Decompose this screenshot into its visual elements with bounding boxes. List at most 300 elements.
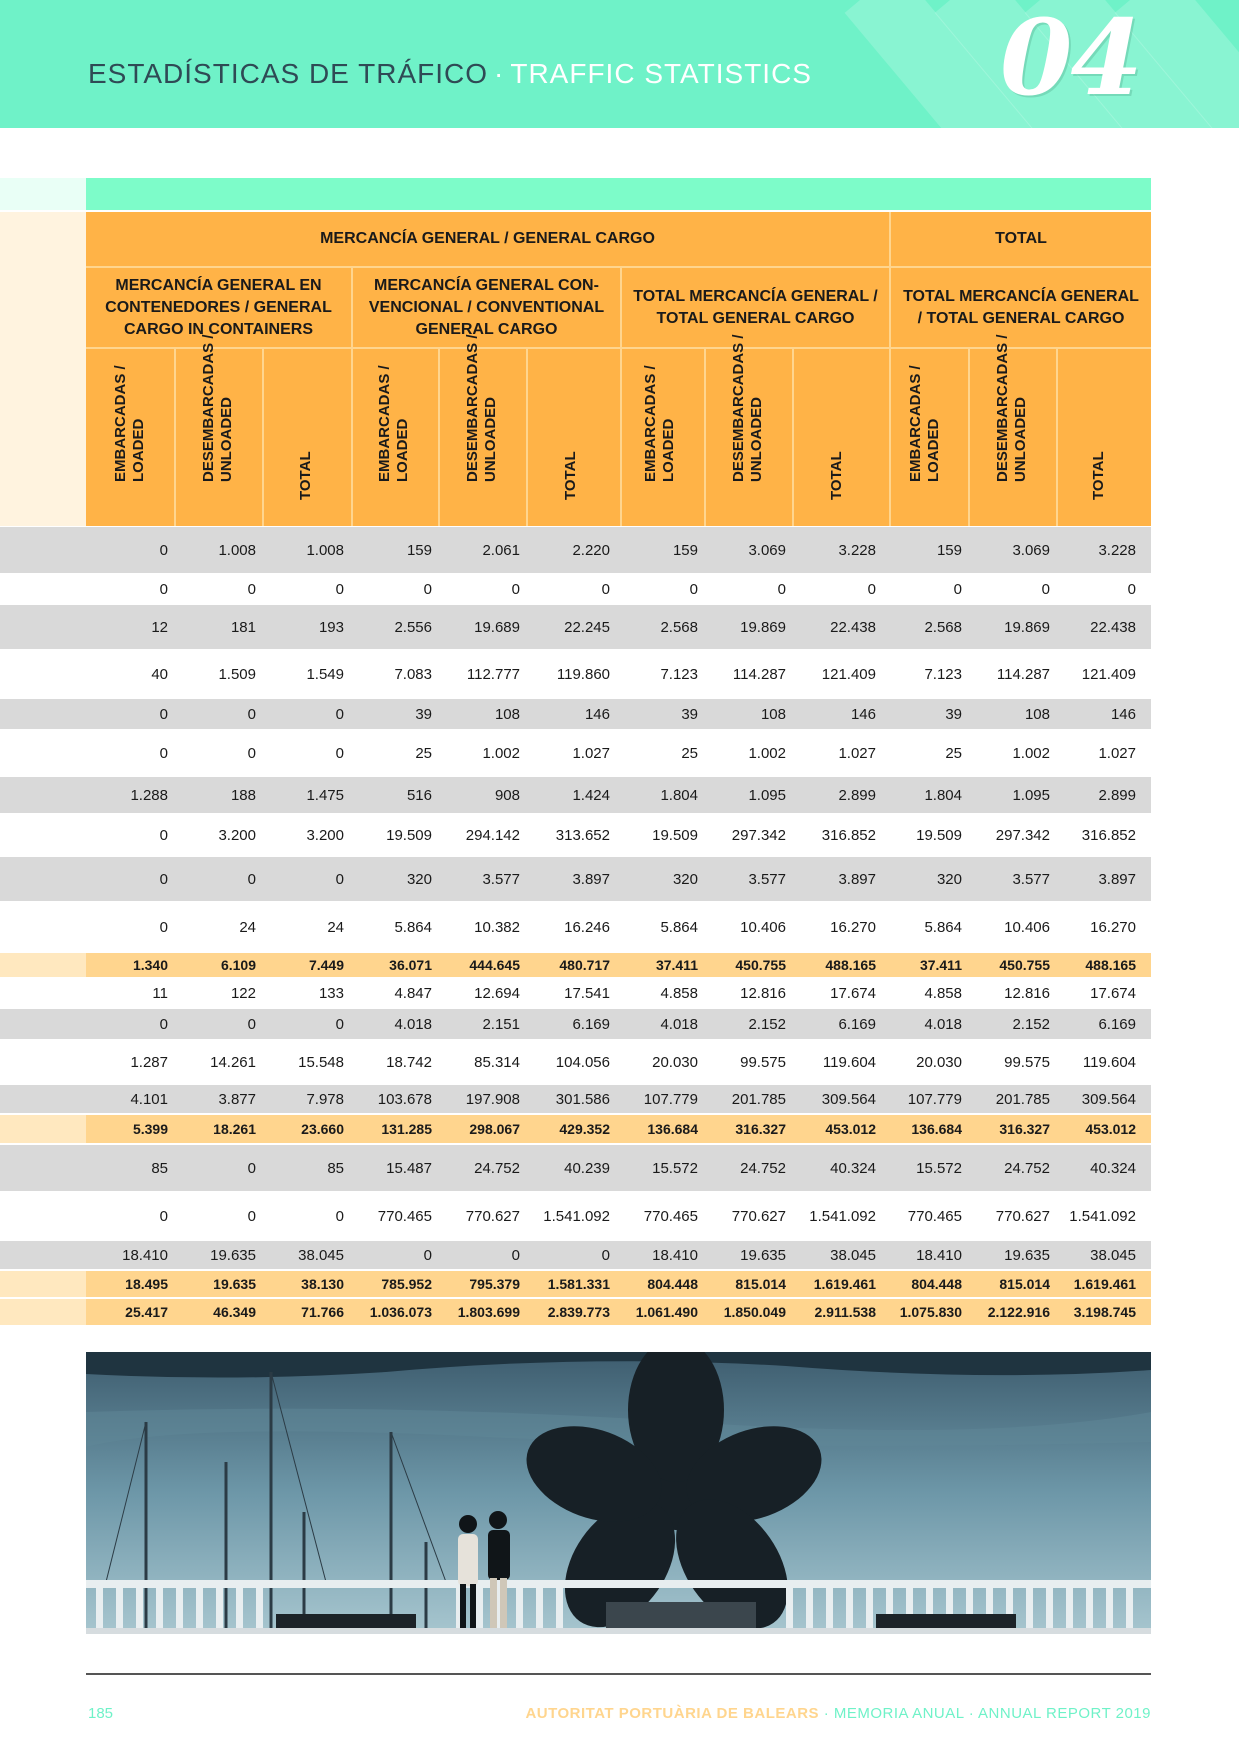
table-cell: 19.635 [1004,1246,1050,1264]
table-cell: 7.978 [306,1090,344,1108]
table-cell: 3.577 [482,870,520,888]
table-cell: 1.002 [748,744,786,762]
table-cell: 0 [159,705,168,723]
propeller-sculpture-image [86,1352,1151,1634]
table-row [0,1041,1239,1083]
title-separator: · [494,58,505,89]
table-row [0,575,1239,603]
table-cell: 17.541 [564,984,610,1002]
harbour-photo [86,1352,1151,1634]
table-cell: 0 [953,580,962,598]
table-cell: 0 [335,1207,344,1225]
table-cell: 24 [239,918,256,936]
table-cell: 18.410 [916,1246,962,1264]
table-cell: 2.899 [1098,786,1136,804]
column-header [704,334,792,518]
chapter-number: 04 [1000,0,1141,119]
table-cell: 7.123 [924,665,962,683]
table-cell: 85.314 [474,1053,520,1071]
table-subtotal-row [0,1115,1239,1143]
table-cell: 1.027 [838,744,876,762]
table-header [86,212,1151,526]
table-cell: 146 [584,705,610,723]
table-cell: 0 [247,580,256,598]
row-cells [86,857,1151,901]
table-subtotal-row [0,953,1239,977]
table-cell: 1.008 [306,541,344,559]
table-cell: 24.752 [474,1159,520,1177]
table-cell: 0 [689,580,698,598]
table-cell: 119.604 [1082,1053,1136,1071]
table-cell: 19.869 [1004,618,1050,636]
table-cell: 815.014 [735,1276,786,1292]
table-cell: 1.541.092 [1069,1207,1136,1225]
header-divider [86,347,1151,349]
table-cell: 0 [601,580,610,598]
table-cell: 15.572 [916,1159,962,1177]
title-spanish: ESTADÍSTICAS DE TRÁFICO [88,58,489,89]
table-cell: 114.287 [996,665,1050,683]
table-cell: 38.130 [301,1276,344,1292]
table-cell: 4.858 [660,984,698,1002]
table-cell: 1.027 [572,744,610,762]
column-divider [792,349,794,526]
table-cell: 15.548 [298,1053,344,1071]
row-cells [86,1041,1151,1083]
table-cell: 18.410 [652,1246,698,1264]
table-cell: 298.067 [469,1121,520,1137]
table-cell: 0 [335,870,344,888]
column-header-label: DESEMBARCADAS / UNLOADED [994,334,1029,482]
table-cell: 0 [335,1015,344,1033]
row-cells [86,1009,1151,1039]
table-cell: 201.785 [995,1090,1050,1108]
table-cell: 3.897 [572,870,610,888]
table-cell: 4.847 [394,984,432,1002]
subheader-grand-total: TOTAL MERCANCÍA GENERAL / TOTAL GENERAL CARGO [903,287,1139,327]
table-cell: 1.619.461 [813,1276,876,1292]
column-divider [968,349,970,526]
table-cell: 1.619.461 [1073,1276,1136,1292]
table-cell: 159 [672,541,698,559]
table-cell: 121.409 [1081,665,1136,683]
table-cell: 99.575 [740,1053,786,1071]
row-cells [86,1115,1151,1143]
table-cell: 316.327 [999,1121,1050,1137]
table-subtotal-row [0,1299,1239,1325]
table-cell: 0 [423,580,432,598]
subheader-conventional: MERCANCÍA GENERAL CON- VENCIONAL / CONVENTIONAL GENERAL CARGO [368,276,605,338]
column-divider [704,349,706,526]
table-cell: 453.012 [1085,1121,1136,1137]
table-row [0,903,1239,951]
row-cells [86,651,1151,697]
table-cell: 40.239 [564,1159,610,1177]
column-header-label: EMBARCADAS / LOADED [907,365,942,482]
table-cell: 1.541.092 [543,1207,610,1225]
table-cell: 450.755 [735,957,786,973]
table-cell: 2.151 [482,1015,520,1033]
table-cell: 0 [601,1246,610,1264]
table-cell: 6.169 [1098,1015,1136,1033]
table-cell: 3.198.745 [1073,1304,1136,1320]
column-header [968,334,1056,518]
table-cell: 85 [327,1159,344,1177]
table-row [0,527,1239,573]
table-cell: 0 [159,870,168,888]
table-cell: 20.030 [916,1053,962,1071]
footer-organization: AUTORITAT PORTUÀRIA DE BALEARS [525,1705,820,1722]
table-cell: 0 [247,1207,256,1225]
table-cell: 71.766 [301,1304,344,1320]
column-header [86,365,174,518]
table-cell: 1.075.830 [899,1304,962,1320]
table-cell: 38.045 [298,1246,344,1264]
table-cell: 146 [850,705,876,723]
page-header [0,0,1239,128]
table-cell: 181 [230,618,256,636]
table-subtotal-row [0,1271,1239,1297]
table-cell: 1.095 [1012,786,1050,804]
table-cell: 1.804 [924,786,962,804]
table-cell: 3.200 [218,826,256,844]
table-cell: 122 [230,984,256,1002]
row-label-strip [0,178,86,210]
footer-separator: · [823,1705,830,1722]
table-cell: 12.816 [740,984,786,1002]
row-cells [86,699,1151,729]
table-cell: 0 [511,1246,520,1264]
table-cell: 25 [415,744,432,762]
table-cell: 38.045 [830,1246,876,1264]
table-cell: 108 [1024,705,1050,723]
table-cell: 40.324 [830,1159,876,1177]
table-cell: 22.245 [564,618,610,636]
column-header [616,365,704,518]
table-cell: 3.200 [306,826,344,844]
table-cell: 0 [159,918,168,936]
table-cell: 488.165 [825,957,876,973]
table-cell: 2.911.538 [814,1304,876,1320]
table-cell: 2.152 [1012,1015,1050,1033]
column-divider [526,349,528,526]
table-cell: 19.509 [916,826,962,844]
table-cell: 453.012 [825,1121,876,1137]
table-cell: 121.409 [821,665,876,683]
table-cell: 804.448 [911,1276,962,1292]
table-cell: 0 [247,870,256,888]
table-cell: 107.779 [643,1090,698,1108]
table-cell: 5.864 [924,918,962,936]
table-cell: 1.541.092 [809,1207,876,1225]
table-cell: 770.465 [643,1207,698,1225]
table-cell: 309.564 [1081,1090,1136,1108]
table-row [0,979,1239,1007]
table-cell: 2.220 [572,541,610,559]
table-cell: 7.449 [308,957,344,973]
table-cell: 316.327 [735,1121,786,1137]
row-cells [86,1145,1151,1191]
table-cell: 119.604 [822,1053,876,1071]
table-cell: 4.101 [130,1090,168,1108]
table-cell: 785.952 [381,1276,432,1292]
table-cell: 10.406 [740,918,786,936]
table-cell: 7.083 [394,665,432,683]
table-cell: 40 [151,665,168,683]
table-cell: 3.897 [1098,870,1136,888]
table-cell: 6.169 [838,1015,876,1033]
table-cell: 16.270 [1090,918,1136,936]
table-cell: 770.465 [907,1207,962,1225]
row-label-strip [0,212,86,526]
column-header [174,334,262,518]
table-cell: 0 [159,1207,168,1225]
table-cell: 1.581.331 [547,1276,610,1292]
table-cell: 770.627 [465,1207,520,1225]
table-cell: 770.627 [995,1207,1050,1225]
column-header-label: EMBARCADAS / LOADED [112,365,147,482]
row-cells [86,1271,1151,1297]
table-cell: 0 [423,1246,432,1264]
table-cell: 197.908 [465,1090,520,1108]
column-header [262,368,350,518]
table-cell: 297.342 [995,826,1050,844]
table-cell: 136.684 [647,1121,698,1137]
table-cell: 3.877 [218,1090,256,1108]
table-cell: 313.652 [555,826,610,844]
table-cell: 159 [936,541,962,559]
row-cells [86,903,1151,951]
table-row [0,777,1239,813]
table-cell: 770.465 [377,1207,432,1225]
table-cell: 0 [159,744,168,762]
table-cell: 795.379 [469,1276,520,1292]
table-cell: 85 [151,1159,168,1177]
column-header [792,368,882,518]
table-cell: 40.324 [1090,1159,1136,1177]
table-row [0,857,1239,901]
table-row [0,731,1239,775]
table-cell: 3.069 [748,541,786,559]
table-cell: 1.509 [218,665,256,683]
table-cell: 2.122.916 [987,1304,1050,1320]
table-cell: 5.864 [660,918,698,936]
table-cell: 1.061.490 [635,1304,698,1320]
table-cell: 36.071 [389,957,432,973]
table-cell: 16.270 [830,918,876,936]
table-cell: 320 [406,870,432,888]
table-cell: 2.839.773 [547,1304,610,1320]
row-cells [86,953,1151,977]
table-cell: 0 [867,580,876,598]
table-cell: 24.752 [740,1159,786,1177]
table-cell: 3.228 [838,541,876,559]
subheader-containers: MERCANCÍA GENERAL EN CONTENEDORES / GENERAL CARGO IN CONTAINERS [105,276,332,338]
row-cells [86,575,1151,603]
row-cells [86,1193,1151,1239]
table-cell: 488.165 [1085,957,1136,973]
table-cell: 0 [159,541,168,559]
table-cell: 114.287 [732,665,786,683]
column-header-label: EMBARCADAS / LOADED [642,365,677,482]
column-divider [262,349,264,526]
table-cell: 18.261 [213,1121,256,1137]
row-cells [86,1299,1151,1325]
table-cell: 119.860 [556,665,610,683]
table-cell: 1.340 [132,957,168,973]
table-cell: 12 [151,618,168,636]
table-cell: 25 [681,744,698,762]
table-cell: 103.678 [377,1090,432,1108]
row-cells [86,979,1151,1007]
table-cell: 1.803.699 [457,1304,520,1320]
table-cell: 104.056 [555,1053,610,1071]
table-cell: 188 [230,786,256,804]
table-cell: 37.411 [655,957,698,973]
table-cell: 39 [945,705,962,723]
table-cell: 10.406 [1004,918,1050,936]
table-row [0,1085,1239,1113]
table-cell: 294.142 [465,826,520,844]
table-cell: 20.030 [652,1053,698,1071]
table-cell: 5.399 [132,1121,168,1137]
table-cell: 39 [681,705,698,723]
table-cell: 4.018 [660,1015,698,1033]
column-divider [438,349,440,526]
table-cell: 4.858 [924,984,962,1002]
table-cell: 5.864 [394,918,432,936]
table-cell: 3.577 [1012,870,1050,888]
table-cell: 815.014 [999,1276,1050,1292]
table-cell: 770.627 [731,1207,786,1225]
table-cell: 108 [494,705,520,723]
table-row [0,1145,1239,1191]
footer-text [525,1705,1151,1722]
table-cell: 17.674 [830,984,876,1002]
table-cell: 38.045 [1090,1246,1136,1264]
table-cell: 301.586 [555,1090,610,1108]
table-cell: 429.352 [559,1121,610,1137]
table-cell: 309.564 [821,1090,876,1108]
table-cell: 11 [152,984,168,1002]
table-cell: 2.061 [482,541,520,559]
table-cell: 2.568 [660,618,698,636]
table-cell: 0 [1127,580,1136,598]
table-cell: 1.002 [1012,744,1050,762]
table-row [0,815,1239,855]
table-cell: 12.694 [474,984,520,1002]
table-cell: 2.152 [748,1015,786,1033]
table-cell: 25 [945,744,962,762]
table-cell: 1.036.073 [369,1304,432,1320]
table-cell: 15.487 [386,1159,432,1177]
table-cell: 1.424 [572,786,610,804]
table-top-band [86,178,1151,210]
column-header [350,365,438,518]
table-cell: 159 [406,541,432,559]
table-cell: 0 [159,1015,168,1033]
group-header-total: TOTAL [995,230,1047,247]
table-cell: 6.169 [572,1015,610,1033]
table-cell: 1.475 [306,786,344,804]
table-cell: 108 [760,705,786,723]
column-header-label: TOTAL [828,451,845,500]
table-row [0,605,1239,649]
table-cell: 3.069 [1012,541,1050,559]
table-cell: 22.438 [830,618,876,636]
column-header-label: EMBARCADAS / LOADED [376,365,411,482]
row-cells [86,605,1151,649]
table-cell: 23.660 [301,1121,344,1137]
column-header-label: DESEMBARCADAS / UNLOADED [200,334,235,482]
footer-rule [86,1673,1151,1675]
table-cell: 316.852 [1081,826,1136,844]
table-cell: 2.899 [838,786,876,804]
title-english: TRAFFIC STATISTICS [510,58,812,89]
table-cell: 0 [1041,580,1050,598]
table-row [0,1009,1239,1039]
table-cell: 516 [406,786,432,804]
table-cell: 480.717 [559,957,610,973]
table-cell: 17.674 [1090,984,1136,1002]
table-cell: 18.410 [122,1246,168,1264]
row-cells [86,527,1151,573]
table-cell: 14.261 [210,1053,256,1071]
column-divider [1056,349,1058,526]
row-cells [86,815,1151,855]
column-header [526,368,616,518]
table-cell: 46.349 [213,1304,256,1320]
row-cells [86,1085,1151,1113]
table-cell: 4.018 [394,1015,432,1033]
column-header-label: DESEMBARCADAS / UNLOADED [464,334,499,482]
table-cell: 19.689 [474,618,520,636]
subheader-total-general-cargo: TOTAL MERCANCÍA GENERAL / TOTAL GENERAL CARGO [633,287,878,327]
table-cell: 201.785 [731,1090,786,1108]
table-cell: 136.684 [911,1121,962,1137]
table-cell: 1.288 [130,786,168,804]
table-cell: 37.411 [919,957,962,973]
column-divider [174,349,176,526]
table-cell: 0 [511,580,520,598]
table-cell: 0 [247,705,256,723]
table-cell: 450.755 [999,957,1050,973]
page-title [88,58,812,90]
table-row [0,1193,1239,1239]
table-cell: 1.027 [1098,744,1136,762]
table-row [0,1241,1239,1269]
table-row [0,699,1239,729]
column-header [438,334,526,518]
table-cell: 146 [1110,705,1136,723]
table-cell: 107.779 [907,1090,962,1108]
table-cell: 4.018 [924,1015,962,1033]
row-cells [86,731,1151,775]
table-cell: 12.816 [1004,984,1050,1002]
column-header-label: TOTAL [297,451,314,500]
table-cell: 19.869 [740,618,786,636]
table-cell: 3.577 [748,870,786,888]
table-cell: 39 [415,705,432,723]
column-header-label: DESEMBARCADAS / UNLOADED [730,334,765,482]
table-cell: 19.635 [210,1246,256,1264]
table-cell: 908 [494,786,520,804]
table-cell: 22.438 [1090,618,1136,636]
table-cell: 0 [247,1015,256,1033]
column-header-label: TOTAL [1090,451,1107,500]
table-cell: 1.002 [482,744,520,762]
table-cell: 18.495 [125,1276,168,1292]
